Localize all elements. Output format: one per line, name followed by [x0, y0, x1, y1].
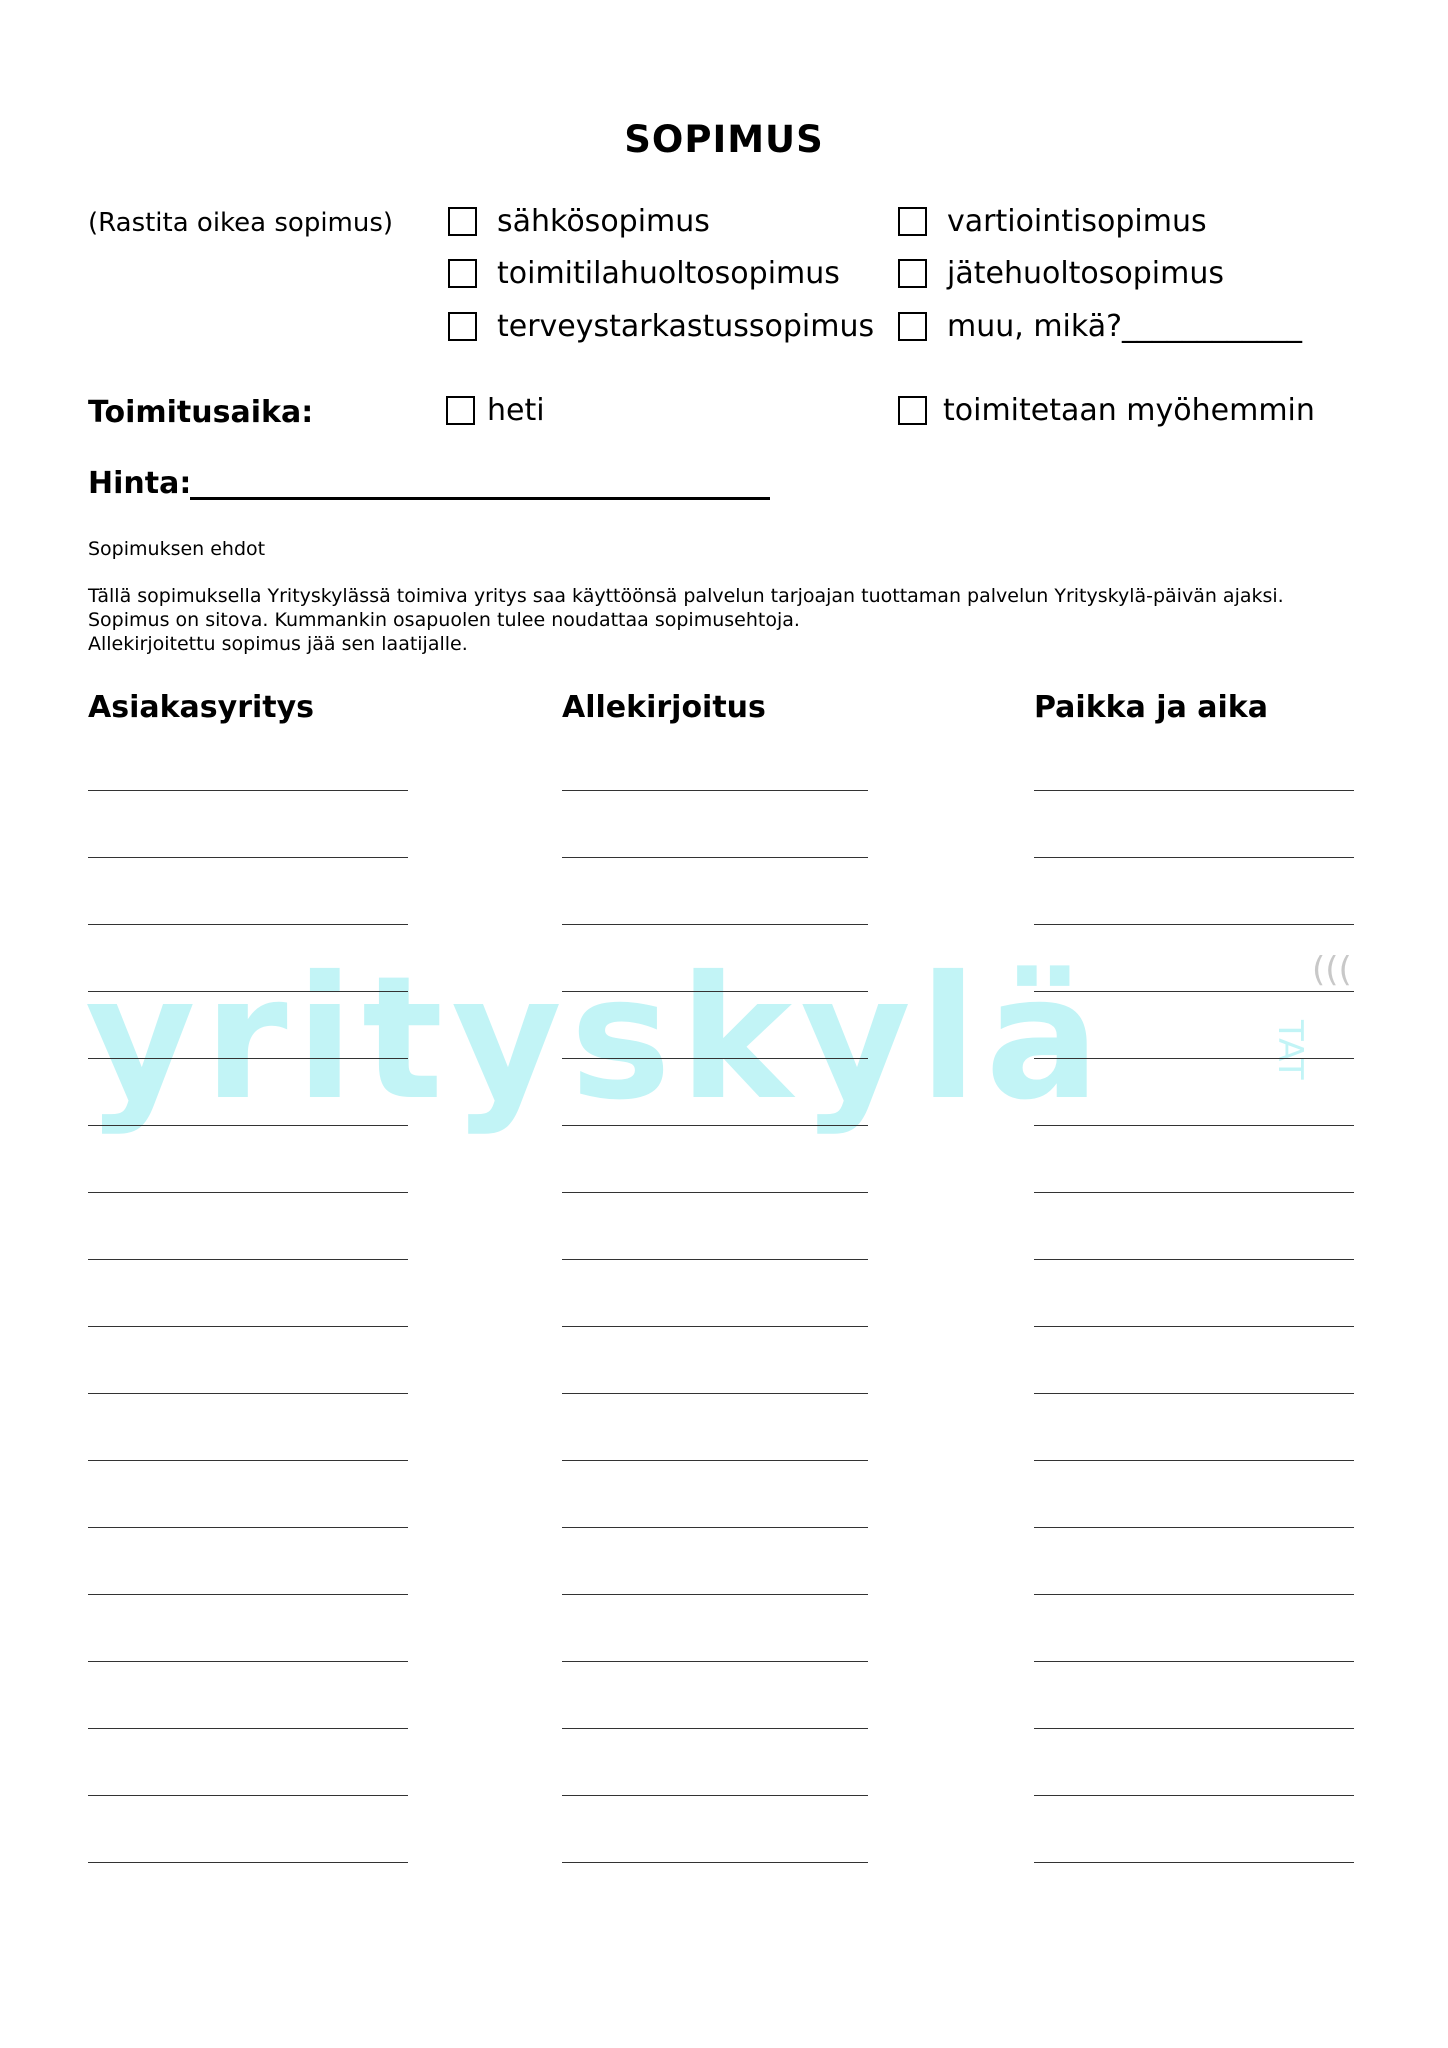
signature-line-allekirjoitus[interactable] [562, 1192, 868, 1193]
signature-line-allekirjoitus[interactable] [562, 1393, 868, 1394]
checkbox[interactable] [448, 259, 477, 288]
signature-line-allekirjoitus[interactable] [562, 991, 868, 992]
signature-line-allekirjoitus[interactable] [562, 1661, 868, 1662]
option-sahkosopimus[interactable] [448, 204, 710, 239]
signature-line-paikka-ja-aika[interactable] [1034, 991, 1354, 992]
option-jatehuoltosopimus[interactable] [898, 256, 1224, 291]
option-label: toimitilahuoltosopimus [497, 256, 840, 291]
signature-line-allekirjoitus[interactable] [562, 1460, 868, 1461]
option-toimitilahuoltosopimus[interactable] [448, 256, 840, 291]
signature-line-allekirjoitus[interactable] [562, 1058, 868, 1059]
watermark-logo: yrityskylä [85, 940, 1109, 1138]
option-toimitetaan-myohemmin[interactable] [898, 393, 1315, 428]
signature-line-paikka-ja-aika[interactable] [1034, 1460, 1354, 1461]
checkbox[interactable] [898, 259, 927, 288]
instruction-text: (Rastita oikea sopimus) [88, 208, 394, 238]
signature-line-paikka-ja-aika[interactable] [1034, 1594, 1354, 1595]
signature-line-allekirjoitus[interactable] [562, 924, 868, 925]
terms-line: Tällä sopimuksella Yrityskylässä toimiva yritys saa käyttöönsä palvelun tarjoajan tuottaman palvelun Yrityskylä-päivän ajaksi. [88, 585, 1284, 607]
signature-line-paikka-ja-aika[interactable] [1034, 1259, 1354, 1260]
checkbox[interactable] [446, 396, 475, 425]
signature-line-asiakasyritys[interactable] [88, 1058, 408, 1059]
signature-line-allekirjoitus[interactable] [562, 1862, 868, 1863]
signature-line-asiakasyritys[interactable] [88, 1795, 408, 1796]
price-label: Hinta: [88, 466, 192, 501]
option-heti[interactable] [446, 393, 545, 428]
signature-line-paikka-ja-aika[interactable] [1034, 1326, 1354, 1327]
checkbox[interactable] [898, 207, 927, 236]
checkbox[interactable] [898, 396, 927, 425]
watermark-brand: TAT [1270, 1020, 1310, 1080]
signature-line-paikka-ja-aika[interactable] [1034, 1192, 1354, 1193]
signature-line-asiakasyritys[interactable] [88, 1460, 408, 1461]
signature-line-paikka-ja-aika[interactable] [1034, 1661, 1354, 1662]
terms-heading: Sopimuksen ehdot [88, 538, 266, 560]
option-vartiointisopimus[interactable] [898, 204, 1207, 239]
signature-line-allekirjoitus[interactable] [562, 1728, 868, 1729]
signature-line-allekirjoitus[interactable] [562, 1259, 868, 1260]
signature-line-asiakasyritys[interactable] [88, 991, 408, 992]
signature-line-allekirjoitus[interactable] [562, 790, 868, 791]
signature-line-paikka-ja-aika[interactable] [1034, 857, 1354, 858]
signature-line-paikka-ja-aika[interactable] [1034, 1393, 1354, 1394]
signature-line-asiakasyritys[interactable] [88, 924, 408, 925]
signature-line-allekirjoitus[interactable] [562, 1125, 868, 1126]
signature-line-paikka-ja-aika[interactable] [1034, 1795, 1354, 1796]
option-muu[interactable] [898, 309, 1302, 344]
option-label: vartiointisopimus [947, 204, 1207, 239]
signature-line-paikka-ja-aika[interactable] [1034, 1862, 1354, 1863]
terms-line: Allekirjoitettu sopimus jää sen laatijalle. [88, 633, 468, 655]
option-label: toimitetaan myöhemmin [943, 393, 1315, 428]
signature-line-paikka-ja-aika[interactable] [1034, 1527, 1354, 1528]
column-header-allekirjoitus: Allekirjoitus [562, 690, 766, 725]
signature-line-asiakasyritys[interactable] [88, 1728, 408, 1729]
option-label: terveystarkastussopimus [497, 309, 875, 344]
signature-line-asiakasyritys[interactable] [88, 1862, 408, 1863]
page-title: SOPIMUS [624, 118, 824, 161]
signature-line-allekirjoitus[interactable] [562, 1594, 868, 1595]
signature-line-asiakasyritys[interactable] [88, 1527, 408, 1528]
signature-line-paikka-ja-aika[interactable] [1034, 790, 1354, 791]
terms-line: Sopimus on sitova. Kummankin osapuolen tulee noudattaa sopimusehtoja. [88, 609, 800, 631]
signature-line-asiakasyritys[interactable] [88, 1326, 408, 1327]
signature-line-asiakasyritys[interactable] [88, 1259, 408, 1260]
signature-line-asiakasyritys[interactable] [88, 1661, 408, 1662]
signature-line-asiakasyritys[interactable] [88, 1393, 408, 1394]
option-label: sähkösopimus [497, 204, 710, 239]
signature-line-paikka-ja-aika[interactable] [1034, 1058, 1354, 1059]
checkbox[interactable] [448, 207, 477, 236]
checkbox[interactable] [898, 312, 927, 341]
signature-line-asiakasyritys[interactable] [88, 857, 408, 858]
signature-line-asiakasyritys[interactable] [88, 790, 408, 791]
signature-line-paikka-ja-aika[interactable] [1034, 924, 1354, 925]
column-header-asiakasyritys: Asiakasyritys [88, 690, 315, 725]
option-terveystarkastussopimus[interactable] [448, 309, 874, 344]
price-field[interactable] [190, 497, 770, 500]
signature-line-allekirjoitus[interactable] [562, 1527, 868, 1528]
signature-line-asiakasyritys[interactable] [88, 1594, 408, 1595]
signature-line-allekirjoitus[interactable] [562, 1326, 868, 1327]
option-label: jätehuoltosopimus [947, 256, 1225, 291]
signature-line-paikka-ja-aika[interactable] [1034, 1728, 1354, 1729]
column-header-paikka-ja-aika: Paikka ja aika [1034, 690, 1268, 725]
option-label: heti [487, 393, 545, 428]
option-label: muu, mikä?____________ [947, 309, 1303, 344]
signature-line-asiakasyritys[interactable] [88, 1192, 408, 1193]
checkbox[interactable] [448, 312, 477, 341]
signature-line-allekirjoitus[interactable] [562, 1795, 868, 1796]
delivery-label: Toimitusaika: [88, 395, 314, 430]
signature-line-allekirjoitus[interactable] [562, 857, 868, 858]
signature-line-asiakasyritys[interactable] [88, 1125, 408, 1126]
signal-waves-icon: ((( [1312, 950, 1352, 990]
signature-line-paikka-ja-aika[interactable] [1034, 1125, 1354, 1126]
